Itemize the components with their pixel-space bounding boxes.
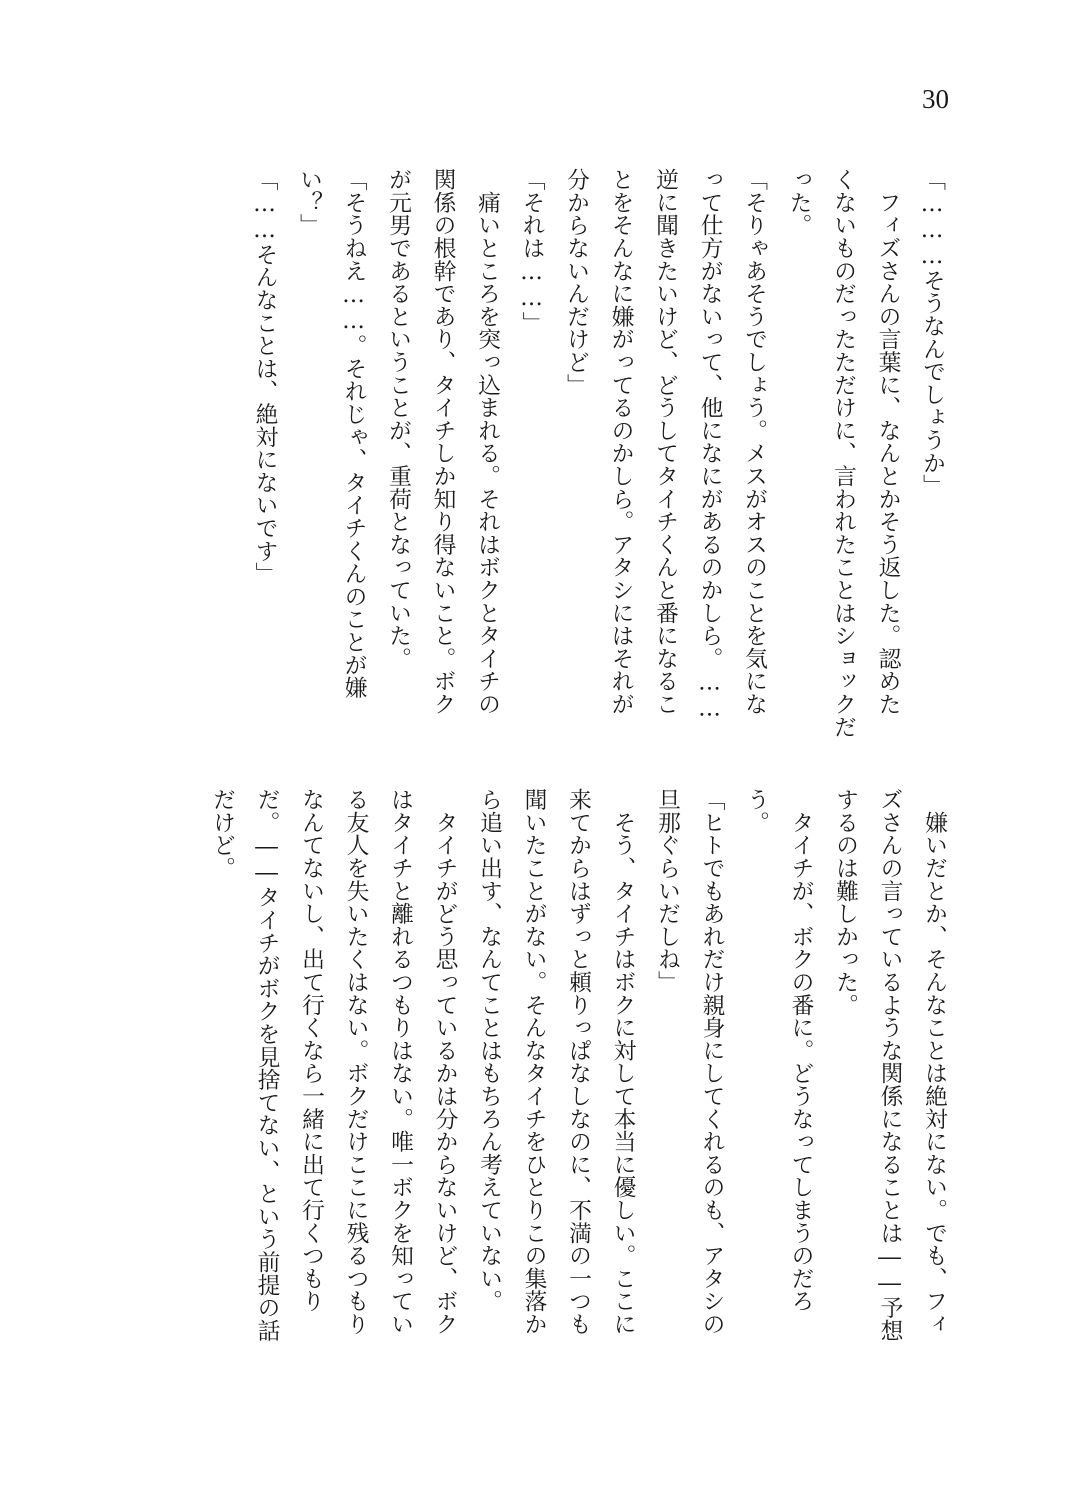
text-line: 関係の根幹であり、タイチしか知り得ないこと。ボク [429,168,456,716]
text-line: 逆に聞きたいけど、どうしてタイチくんと番になるこ [652,168,678,716]
text-line: タイチがどう思っているかは分からないけど、ボク [431,788,458,1336]
text-line: 「ヒトでもあれだけ親身にしてくれるのも、アタシの [698,788,725,1336]
text-line: なんてないし、出て行くなら一緒に出て行くつもり [298,788,324,1313]
text-line: とをそんなに嫌がってるのかしら。アタシにはそれが [607,168,634,716]
text-line: 来てからはずっと頼りっぱなしなのに、不満の一つも [565,788,591,1336]
text-line: 「………そうなんでしょうか」 [919,168,945,497]
text-line: くないものだったただけに、言われたことはショックだ [830,168,856,738]
text-line: う。 [743,788,769,834]
text-line: 痛いところを突っ込まれる。それはボクとタイチの [474,168,500,716]
text-line: った。 [785,168,812,237]
text-line: ズさんの言っているような関係になることは――予想 [876,788,903,1342]
text-line: 分からないんだけど」 [563,168,589,396]
text-line: って仕方がないって、他になにがあるのかしら。…… [696,168,723,722]
text-line: そう、タイチはボクに対して本当に優しい。ここに [609,788,636,1336]
text-line: 「……そんなことは、絶対にないです」 [251,168,278,585]
text-line: い？」 [296,168,322,237]
text-line: 「そりゃあそうでしょう。メスがオスのことを気にな [741,168,767,716]
text-line: 「そうねえ……。それじゃ、タイチくんのことが嫌 [340,168,367,699]
text-line: するのは難しかった。 [832,788,858,1016]
page-number: 30 [922,84,949,114]
text-line: 聞いたことがない。そんなタイチをひとりこの集落か [520,788,547,1336]
text-line: が元男であるということが、重荷となっていた。 [385,168,411,670]
text-line: 「それは……」 [518,168,545,334]
text-line: る友人を失いたくはない。ボクだけここに残るつもり [342,788,369,1336]
text-line: タイチが、ボクの番に。どうなってしまうのだろ [787,788,814,1313]
text-line: フィズさんの言葉に、なんとかそう返した。認めた [874,168,901,716]
text-line: 旦那ぐらいだしね」 [654,788,680,994]
text-line: ら追い出す、なんてことはもちろん考えていない。 [476,788,502,1313]
text-line: 嫌いだとか、そんなことは絶対にない。でも、フィ [921,788,947,1336]
text-line: だ。――タイチがボクを見捨てない、という前提の話 [253,788,280,1342]
text-line: だけど。 [209,788,235,880]
text-line: はタイチと離れるつもりはない。唯一ボクを知ってい [387,788,413,1336]
